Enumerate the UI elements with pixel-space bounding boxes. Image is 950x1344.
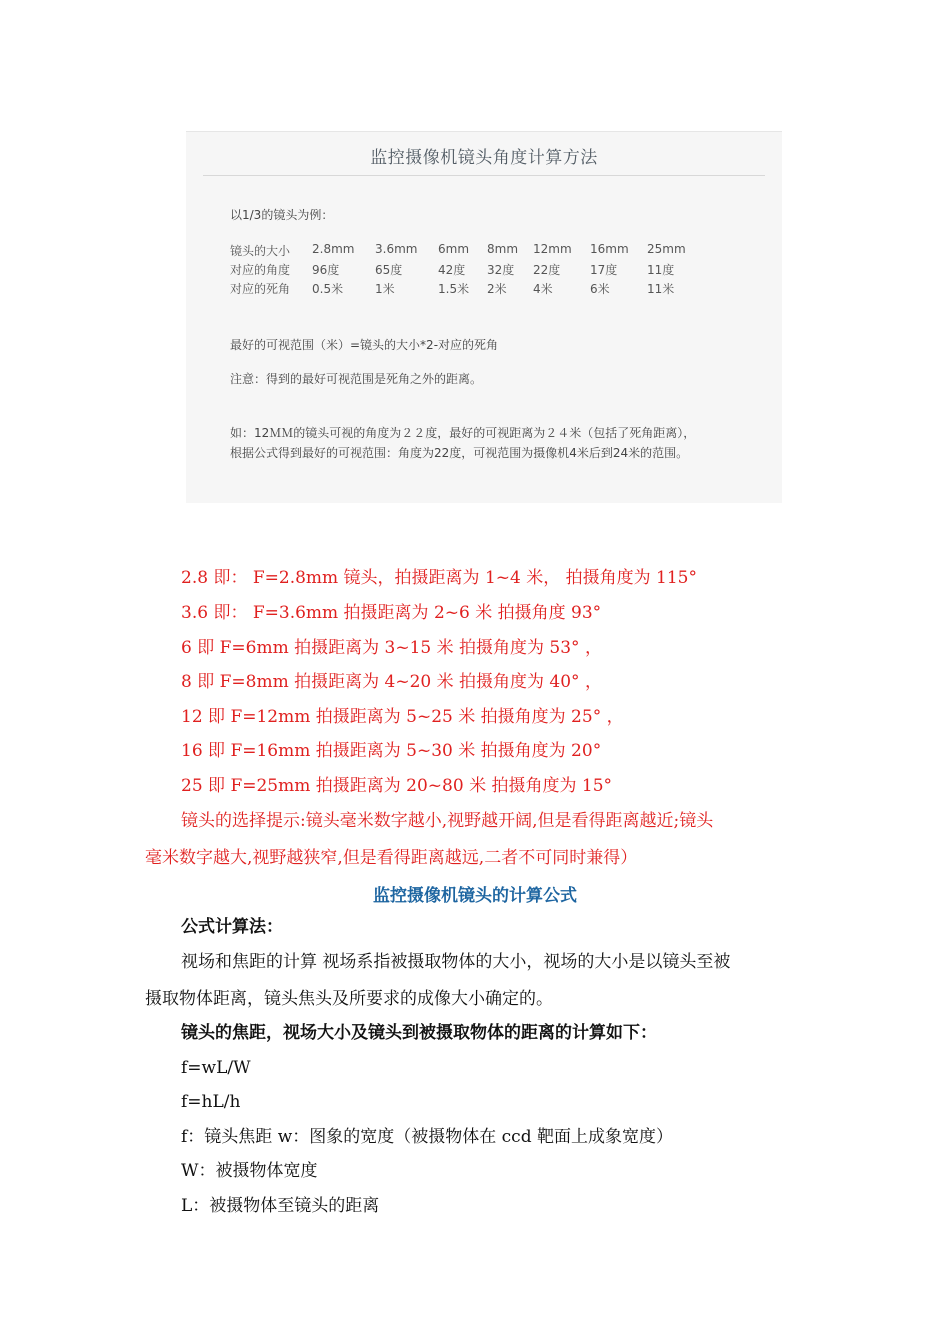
table-cell: 6米 [590,282,610,296]
table-cell: 0.5米 [312,282,344,296]
lens-item: 12 即 F=12mm 拍摄距离为 5~25 米 拍摄角度为 25° ， [181,707,624,727]
lens-angle-figure [186,131,782,503]
table-cell: 12mm [533,242,572,256]
definition-l: L：被摄物体至镜头的距离 [181,1196,380,1216]
table-cell: 11米 [647,282,675,296]
table-cell: 17度 [590,263,618,277]
paragraph-line-2: 摄取物体距离，镜头焦头及所要求的成像大小确定的。 [145,989,553,1009]
table-cell: 96度 [312,263,340,277]
figure-formula: 最好的可视范围（米）=镜头的大小*2-对应的死角 [230,338,499,352]
table-cell: 65度 [375,263,403,277]
lens-item: 6 即 F=6mm 拍摄距离为 3~15 米 拍摄角度为 53° ， [181,638,602,658]
figure-intro: 以1/3的镜头为例： [230,208,334,222]
lens-item: 2.8 即： F=2.8mm 镜头，拍摄距离为 1~4 米， 拍摄角度为 115° [181,568,698,588]
table-cell: 32度 [487,263,515,277]
lens-item: 25 即 F=25mm 拍摄距离为 20~80 米 拍摄角度为 15° [181,776,613,796]
tip-line-2: 毫米数字越大,视野越狭窄,但是看得距离越远,二者不可同时兼得） [145,848,638,868]
table-cell: 4米 [533,282,553,296]
paragraph-line-1: 视场和焦距的计算 视场系指被摄取物体的大小，视场的大小是以镜头至被 [181,952,731,972]
table-cell: 11度 [647,263,675,277]
table-cell: 8mm [487,242,519,256]
lens-item: 3.6 即： F=3.6mm 拍摄距离为 2~6 米 拍摄角度 93° [181,603,602,623]
row-label: 镜头的大小 [230,244,291,258]
figure-title: 监控摄像机镜头角度计算方法 [370,148,598,168]
figure-note: 注意：得到的最好可视范围是死角之外的距离。 [230,372,483,386]
table-cell: 22度 [533,263,561,277]
table-cell: 16mm [590,242,629,256]
calc-heading: 镜头的焦距，视场大小及镜头到被摄取物体的距离的计算如下： [181,1023,657,1043]
figure-divider [203,175,765,176]
section-title: 监控摄像机镜头的计算公式 [373,886,577,906]
table-cell: 6mm [438,242,470,256]
method-label: 公式计算法： [181,917,283,937]
table-cell: 1.5米 [438,282,470,296]
row-label: 对应的死角 [230,282,291,296]
table-cell: 2.8mm [312,242,355,256]
figure-example-line-2: 根据公式得到最好的可视范围：角度为22度，可视范围为摄像机4米后到24米的范围。 [230,446,689,460]
table-cell: 1米 [375,282,395,296]
tip-line-1: 镜头的选择提示:镜头毫米数字越小,视野越开阔,但是看得距离越近;镜头 [181,811,714,831]
lens-item: 16 即 F=16mm 拍摄距离为 5~30 米 拍摄角度为 20° [181,741,602,761]
definition-f: f：镜头焦距 w：图象的宽度（被摄物体在 ccd 靶面上成象宽度） [181,1127,673,1147]
lens-item: 8 即 F=8mm 拍摄距离为 4~20 米 拍摄角度为 40° ， [181,672,602,692]
formula-2: f=hL/h [181,1092,241,1112]
formula-1: f=wL/W [181,1058,251,1078]
row-label: 对应的角度 [230,263,291,277]
figure-example-line-1: 如：12ＭＭ的镜头可视的角度为２２度，最好的可视距离为２４米（包括了死角距离）， [230,426,696,440]
table-cell: 2米 [487,282,507,296]
table-cell: 3.6mm [375,242,418,256]
table-cell: 25mm [647,242,686,256]
table-cell: 42度 [438,263,466,277]
definition-w: W：被摄物体宽度 [181,1161,318,1181]
